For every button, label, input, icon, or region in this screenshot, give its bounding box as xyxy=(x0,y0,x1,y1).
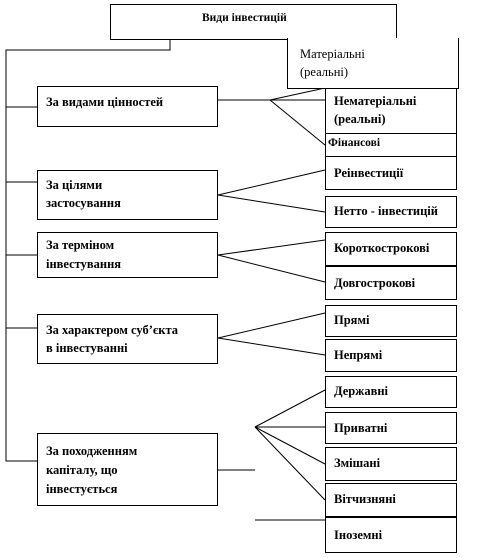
type-label: Державні xyxy=(334,384,388,398)
connector-line xyxy=(218,313,325,338)
category-label: в інвестуванні xyxy=(46,341,128,355)
category-label: За видами цінностей xyxy=(46,95,164,109)
connector-line xyxy=(218,240,325,255)
connector-line xyxy=(218,255,325,282)
type-label: Довгострокові xyxy=(334,276,416,290)
connector-line xyxy=(270,88,325,100)
connector-line xyxy=(255,427,325,500)
connector-line xyxy=(218,195,325,212)
connector-line xyxy=(218,170,325,195)
connector-line xyxy=(218,338,325,355)
connector-line xyxy=(270,100,325,145)
connector-line xyxy=(255,427,325,464)
category-label: капіталу, що xyxy=(46,463,118,477)
type-label: Непрямі xyxy=(334,348,383,362)
category-label: інвестування xyxy=(46,257,122,271)
category-label: За цілями xyxy=(46,178,103,192)
type-label: (реальні) xyxy=(334,112,386,126)
category-label: інвестується xyxy=(46,482,118,496)
type-label: Реінвестиції xyxy=(334,166,404,180)
category-label: За походженням xyxy=(46,444,138,458)
title-text: Види інвестицій xyxy=(202,12,287,24)
type-label: Прямі xyxy=(334,313,370,327)
type-label: Нетто - інвестицій xyxy=(334,204,438,218)
type-label: Фінансові xyxy=(328,137,381,149)
type-label: Іноземні xyxy=(334,528,383,542)
type-label: Змішані xyxy=(334,456,381,470)
type-label: Вітчизняні xyxy=(334,492,396,506)
type-label: Нематеріальні xyxy=(334,94,417,108)
connector-line xyxy=(255,390,325,427)
category-label: За характером суб’єкта xyxy=(46,323,179,337)
type-label: Приватні xyxy=(334,421,388,435)
category-label: За терміном xyxy=(46,238,115,252)
material-label-line1: Матеріальні xyxy=(300,47,365,61)
type-label: Короткострокові xyxy=(334,241,430,255)
material-label-line2: (реальні) xyxy=(300,65,349,79)
category-label: застосування xyxy=(46,196,121,210)
